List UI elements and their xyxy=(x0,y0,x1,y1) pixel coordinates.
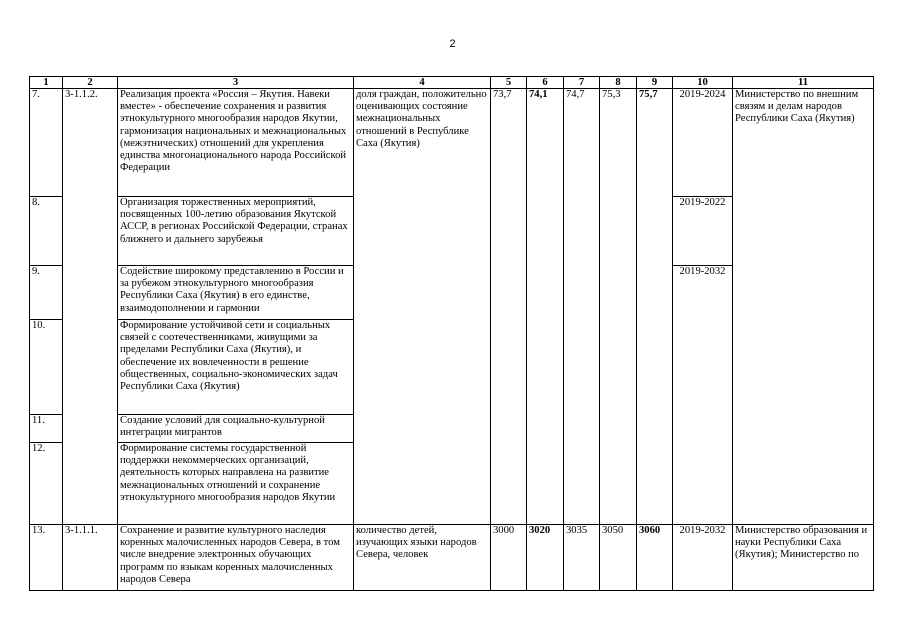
column-number-cell: 9 xyxy=(637,77,673,89)
column-number-cell: 3 xyxy=(118,77,354,89)
page-number: 2 xyxy=(449,38,456,50)
measure-name: Создание условий для социально-культурной интеграции мигрантов xyxy=(118,415,354,443)
column-number-cell: 1 xyxy=(30,77,63,89)
column-number-cell: 2 xyxy=(63,77,118,89)
column-number-cell: 10 xyxy=(673,77,733,89)
responsible: Министерство образования и науки Республики Саха (Якутия); Министерство по xyxy=(733,525,874,591)
row-number: 12. xyxy=(30,443,63,525)
indicator-value-8: 3050 xyxy=(600,525,637,591)
measure-name: Формирование системы государственной поддержки некоммерческих организаций, деятельность которых направлена на развитие межнациональных отношений и сохранение этнокультурного многообразия народов Якутии xyxy=(118,443,354,525)
indicator-value-7: 74,7 xyxy=(564,89,600,525)
column-number-cell: 8 xyxy=(600,77,637,89)
row-number: 10. xyxy=(30,320,63,415)
measure-name: Содействие широкому представлению в России и за рубежом этнокультурного многообразия Республики Саха (Якутия) в его единстве, взаимодополнении и гармонии xyxy=(118,266,354,320)
indicator-value-8: 75,3 xyxy=(600,89,637,525)
program-table xyxy=(29,76,874,591)
period: 2019-2024 xyxy=(673,89,733,197)
period: 2019-2022 xyxy=(673,197,733,266)
column-number-cell: 6 xyxy=(527,77,564,89)
measure-code: 3-1.1.2. xyxy=(63,89,118,525)
column-number-cell: 11 xyxy=(733,77,874,89)
indicator-value-5: 3000 xyxy=(491,525,527,591)
table-row xyxy=(30,525,874,591)
measure-name: Формирование устойчивой сети и социальных связей с соотечественниками, живущими за пределами Республики Саха (Якутия), и обеспечение их вовлеченности в решение общественных, социально-экономических задач Республики Саха (Якутия) xyxy=(118,320,354,415)
indicator-value-5: 73,7 xyxy=(491,89,527,525)
indicator-value-6: 74,1 xyxy=(527,89,564,525)
table-row xyxy=(30,89,874,197)
measure-name: Сохранение и развитие культурного наследия коренных малочисленных народов Севера, в том числе внедрение электронных обучающих программ по языкам коренных малочисленных народов Севера xyxy=(118,525,354,591)
column-number-cell: 7 xyxy=(564,77,600,89)
indicator-value-7: 3035 xyxy=(564,525,600,591)
period: 2019-2032 xyxy=(673,525,733,591)
column-number-cell: 4 xyxy=(354,77,491,89)
period: 2019-2032 xyxy=(673,266,733,525)
indicator-value-9: 75,7 xyxy=(637,89,673,525)
indicator-value-6: 3020 xyxy=(527,525,564,591)
row-number: 11. xyxy=(30,415,63,443)
indicator-name: доля граждан, положительно оценивающих состояние межнациональных отношений в Республике Саха (Якутия) xyxy=(354,89,491,525)
measure-code: 3-1.1.1. xyxy=(63,525,118,591)
row-number: 8. xyxy=(30,197,63,266)
column-number-cell: 5 xyxy=(491,77,527,89)
column-number-row xyxy=(30,77,874,89)
indicator-value-9: 3060 xyxy=(637,525,673,591)
measure-name: Организация торжественных мероприятий, посвященных 100-летию образования Якутской АССР, в регионах Российской Федерации, странах ближнего и дальнего зарубежья xyxy=(118,197,354,266)
row-number: 9. xyxy=(30,266,63,320)
row-number: 7. xyxy=(30,89,63,197)
responsible: Министерство по внешним связям и делам народов Республики Саха (Якутия) xyxy=(733,89,874,525)
measure-name: Реализация проекта «Россия – Якутия. Навеки вместе» - обеспечение сохранения и развития этнокультурного многообразия народов Якутии, гармонизация национальных и межнациональных (межэтнических) отношений для укрепления единства многонационального народа Российской Федерации xyxy=(118,89,354,197)
indicator-name: количество детей, изучающих языки народов Севера, человек xyxy=(354,525,491,591)
row-number: 13. xyxy=(30,525,63,591)
